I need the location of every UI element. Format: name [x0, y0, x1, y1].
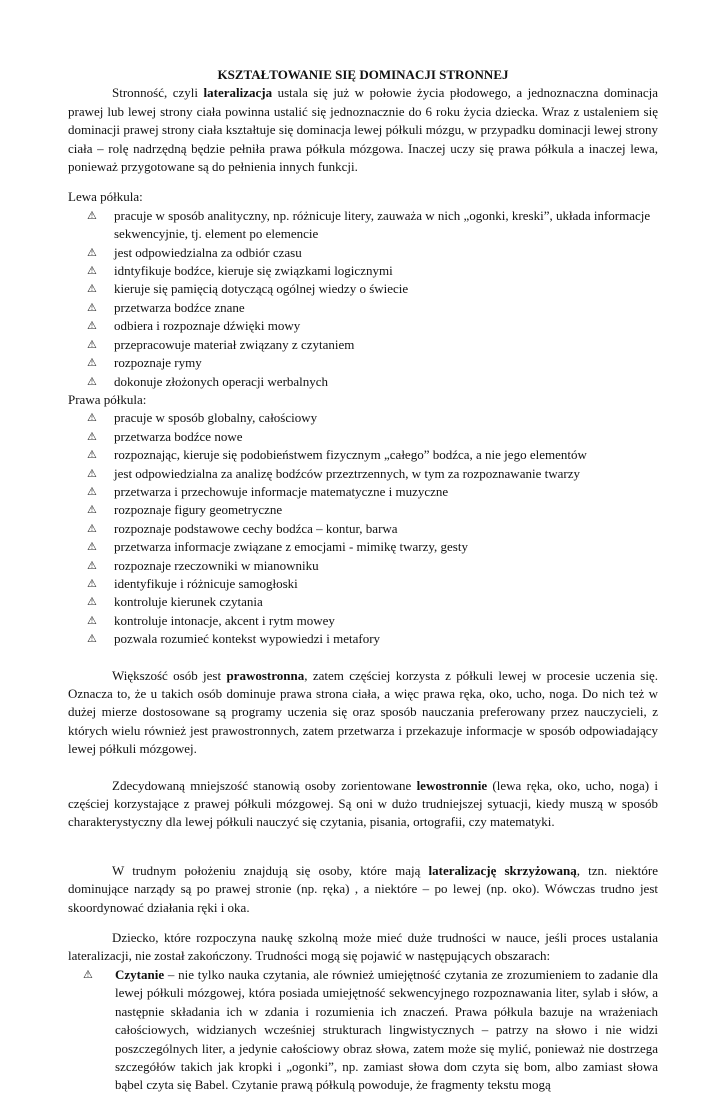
warning-icon: ⚠ [87, 320, 97, 333]
warning-icon: ⚠ [87, 596, 97, 609]
warning-icon: ⚠ [87, 633, 97, 646]
warning-icon: ⚠ [87, 375, 97, 388]
list-item: ⚠ jest odpowiedzialna za analizę bodźców przeztrzennych, w tym za rozpoznawanie twarzy [87, 465, 658, 483]
list-item: ⚠ przetwarza bodźce znane [87, 299, 658, 317]
list-item: ⚠ Czytanie – nie tylko nauka czytania, ale również umiejętność czytania ze zrozumieniem to zadanie dla lewej półkuli mózgowej, która posiada umiejętność sekwencyjnego rozpoznawania liter, sylab i słów, a następnie składania ich w zdania i rozumienia ich znaczeń. Prawa półkula bazuje na wrażeniach całościowych, widzianych wcześniej strukturach lingwistycznych – patrzy na słowo i nie widzi poszczególnych liter, a jedynie całościowy obraz słowa, zatem może się mylić, ponieważ nie dostrzega szczegółów takich jak kropki i „ogonki”, np. zamiast słowa dom czyta się bom, albo zamiast słowa bąbel czyta się Babel. Czytanie prawą półkulą powoduje, że fragmenty tekstu mogą [83, 966, 658, 1093]
warning-icon: ⚠ [87, 559, 97, 572]
crossed-lateralization-term: lateralizację skrzyżowaną [428, 862, 577, 878]
list-item: ⚠ identyfikuje i różnicuje samogłoski [87, 575, 658, 593]
warning-icon: ⚠ [83, 968, 93, 981]
warning-icon: ⚠ [87, 283, 97, 296]
difficulties-paragraph: Dziecko, które rozpoczyna naukę szkolną może mieć duże trudności w nauce, jeśli proces ustalania lateralizacji, nie został zakończony. Trudności mogą się pojawić w następujących obszarach: [68, 930, 658, 964]
list-item: ⚠ odbiera i rozpoznaje dźwięki mowy [87, 317, 658, 335]
warning-icon: ⚠ [87, 485, 97, 498]
warning-icon: ⚠ [87, 265, 97, 278]
list-item: ⚠ idntyfikuje bodźce, kieruje się związkami logicznymi [87, 262, 658, 280]
crossed-lateralization-paragraph: W trudnym położeniu znajdują się osoby, które mają lateralizację skrzyżowaną, tzn. niektóre dominujące narządy są po prawej stronie (np. ręka) , a niektóre – po lewej (np. oko). Wówczas trudno jest skoordynować działania ręki i oka. [68, 862, 659, 915]
list-item: ⚠ przepracowuje materiał związany z czytaniem [87, 336, 658, 354]
warning-icon: ⚠ [87, 449, 97, 462]
left-hemisphere-list [68, 207, 658, 391]
right-hemisphere-list [68, 409, 658, 648]
warning-icon: ⚠ [87, 614, 97, 627]
list-item: ⚠ jest odpowiedzialna za odbiór czasu [87, 244, 658, 262]
intro-text-c: ustala się już w połowie życia płodowego, a jednoznaczna dominacja prawej lub lewej strony ciała powinna ustalić się jednoznacznie do 6 roku życia dziecka. Wraz z ustaleniem się dominacji prawej strony ciała kształtuje się dominacja lewej półkuli mózgu, w przypadku dominacji lewej strony ciała – rolę nadrzędną będzie pełniła prawa półkula mózgowa. Inaczej uczy się prawa półkula a inaczej lewa, ponieważ przygotowane są do pełnienia innych funkcji. [68, 85, 658, 175]
list-item: ⚠ dokonuje złożonych operacji werbalnych [87, 373, 658, 391]
warning-icon: ⚠ [87, 209, 97, 222]
warning-icon: ⚠ [87, 541, 97, 554]
list-item: ⚠ rozpoznając, kieruje się podobieństwem fizycznym „całego” bodźca, a nie jego elementów [87, 446, 658, 464]
list-item: ⚠ przetwarza bodźce nowe [87, 428, 658, 446]
list-item: ⚠ rozpoznaje figury geometryczne [87, 501, 658, 519]
left-hemisphere-label: Lewa półkula: [68, 189, 143, 205]
right-hemisphere-label: Prawa półkula: [68, 391, 147, 407]
area-heading: Czytanie [115, 966, 165, 982]
list-item: ⚠ pracuje w sposób globalny, całościowy [87, 409, 658, 427]
list-item: ⚠ przetwarza i przechowuje informacje matematyczne i muzyczne [87, 483, 658, 501]
warning-icon: ⚠ [87, 577, 97, 590]
list-item: ⚠ przetwarza informacje związane z emocjami - mimikę twarzy, gesty [87, 538, 658, 556]
right-handed-paragraph: Większość osób jest prawostronna, zatem częściej korzysta z półkuli lewej w procesie uczenia się. Oznacza to, że u takich osób dominuje prawa strona ciała, a więc prawa ręka, oko, ucho, noga. Do nich też w dużej mierze dostosowane są programy uczenia się oraz sposób nauczania preferowany przez nauczycieli, z których wielu również jest prawostronnych, zatem przetwarza i przekazuje informacje w sposób odpowiadający lewej półkuli mózgowej. [68, 667, 659, 757]
list-item: ⚠ kontroluje intonacje, akcent i rytm mowey [87, 612, 658, 630]
warning-icon: ⚠ [87, 412, 97, 425]
warning-icon: ⚠ [87, 246, 97, 259]
warning-icon: ⚠ [87, 467, 97, 480]
document-title: KSZTAŁTOWANIE SIĘ DOMINACJI STRONNEJ [217, 67, 509, 82]
list-item: ⚠ pozwala rozumieć kontekst wypowiedzi i metafory [87, 630, 658, 648]
warning-icon: ⚠ [87, 338, 97, 351]
intro-text-a: Stronność, czyli [112, 85, 204, 101]
intro-paragraph [68, 84, 658, 176]
warning-icon: ⚠ [87, 504, 97, 517]
list-item: ⚠ pracuje w sposób analityczny, np. różnicuje litery, zauważa w nich „ogonki, kreski”, układa informacje sekwencyjnie, tj. element po elemencie [87, 207, 651, 242]
list-item: ⚠ kontroluje kierunek czytania [87, 593, 658, 611]
intro-term: lateralizacja [203, 85, 273, 101]
warning-icon: ⚠ [87, 430, 97, 443]
warning-icon: ⚠ [87, 357, 97, 370]
right-handed-term: prawostronna [226, 667, 305, 683]
document-page [68, 66, 658, 1095]
list-item: ⚠ rozpoznaje rzeczowniki w mianowniku [87, 557, 658, 575]
list-item: ⚠ rozpoznaje podstawowe cechy bodźca – kontur, barwa [87, 520, 658, 538]
warning-icon: ⚠ [87, 522, 97, 535]
difficulty-areas-list [68, 966, 658, 1095]
left-handed-term: lewostronnie [416, 777, 488, 793]
list-item: ⚠ rozpoznaje rymy [87, 354, 658, 372]
left-handed-paragraph: Zdecydowaną mniejszość stanowią osoby zorientowane lewostronnie (lewa ręka, oko, ucho, noga) i częściej korzystające z prawej półkuli mózgowej. Są oni w dużo trudniejszej sytuacji, kiedy muszą w sposób charakterystyczny dla lewej półkuli nauczyć się czytania, pisania, ortografii, czy matematyki. [68, 777, 658, 830]
warning-icon: ⚠ [87, 301, 97, 314]
list-item: ⚠ kieruje się pamięcią dotyczącą ogólnej wiedzy o świecie [87, 280, 658, 298]
